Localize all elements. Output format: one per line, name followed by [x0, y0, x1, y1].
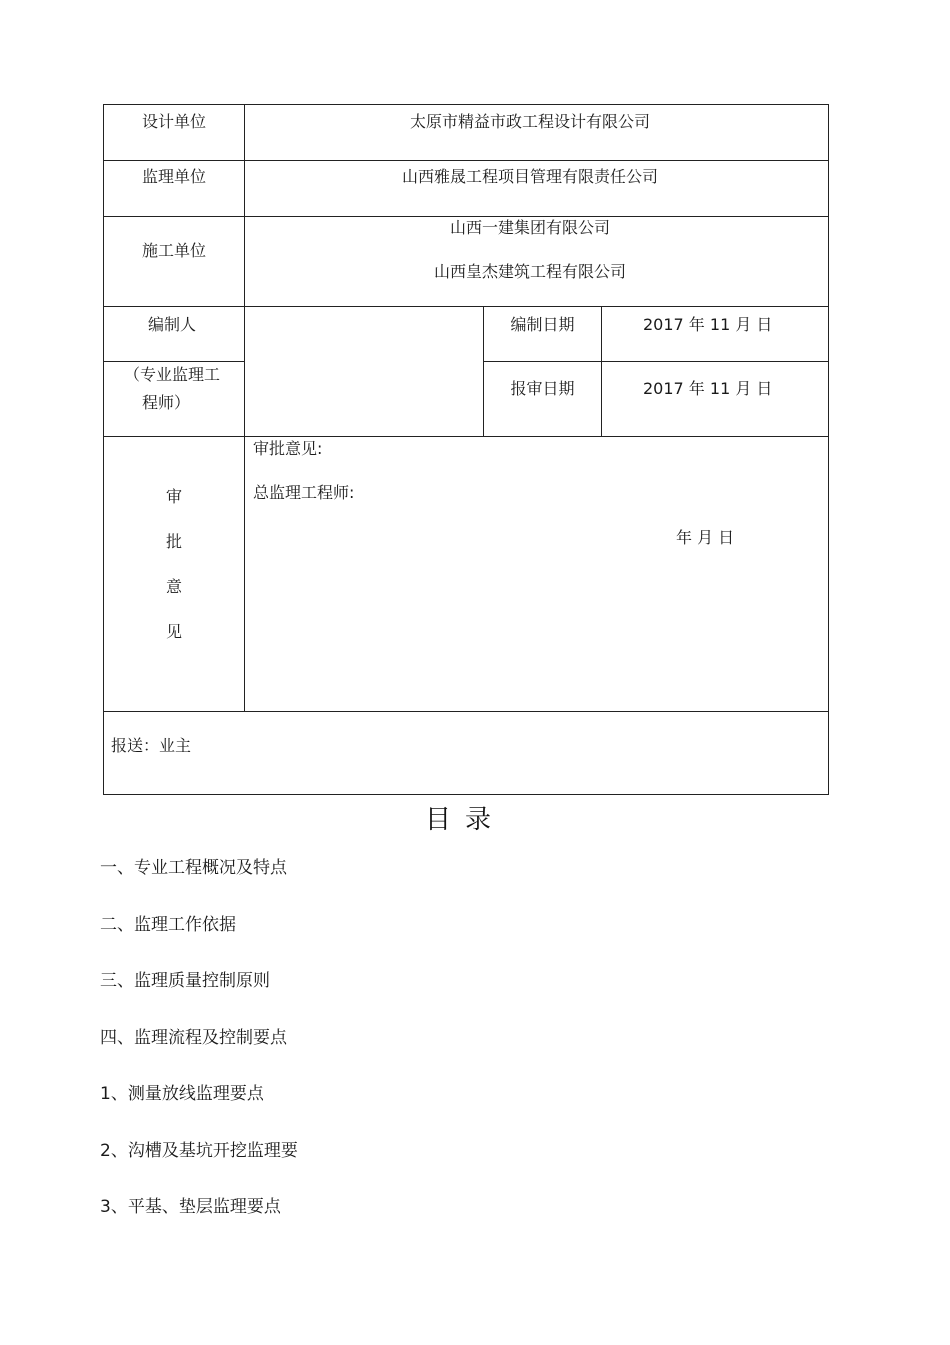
author-sub-label-2: 程师） [141, 393, 190, 412]
row-divider [483, 361, 828, 362]
supervision-unit-value: 山西雅晟工程项目管理有限责任公司 [401, 167, 658, 186]
toc-item: 3、平基、垫层监理要点 [100, 1197, 281, 1217]
approval-label-char: 审 [165, 487, 182, 506]
toc-item: 二、监理工作依据 [100, 915, 236, 935]
construction-unit-value-2: 山西皇杰建筑工程有限公司 [433, 262, 626, 281]
approval-form-table [103, 104, 829, 795]
construction-unit-label: 施工单位 [141, 241, 206, 260]
construction-unit-value-1: 山西一建集团有限公司 [449, 218, 610, 237]
send-to: 报送：业主 [111, 736, 192, 755]
supervision-unit-label: 监理单位 [141, 167, 206, 186]
compile-date-value: 2017 年 11 月 日 [643, 315, 773, 334]
row-divider [104, 216, 828, 217]
approval-label-char: 意 [165, 577, 182, 596]
row-divider [104, 436, 828, 437]
column-divider [244, 105, 245, 711]
submit-date-value: 2017 年 11 月 日 [643, 379, 773, 398]
approval-label-char: 见 [165, 622, 182, 641]
approval-date: 年 月 日 [676, 528, 735, 547]
row-divider [104, 711, 828, 712]
toc-item: 2、沟槽及基坑开挖监理要 [100, 1141, 298, 1161]
row-divider [104, 361, 244, 362]
author-label: 编制人 [147, 315, 196, 334]
compile-date-label: 编制日期 [510, 315, 575, 334]
toc-title: 目录 [424, 805, 505, 835]
toc-item: 四、监理流程及控制要点 [100, 1028, 287, 1048]
toc-item: 1、测量放线监理要点 [100, 1084, 264, 1104]
design-unit-value: 太原市精益市政工程设计有限公司 [409, 112, 650, 131]
toc-item: 一、专业工程概况及特点 [100, 858, 287, 878]
author-sub-label-1: （专业监理工 [123, 365, 220, 384]
design-unit-label: 设计单位 [141, 112, 206, 131]
approval-opinion-label: 审批意见: [253, 439, 323, 458]
column-divider [601, 306, 602, 436]
submit-date-label: 报审日期 [510, 379, 575, 398]
row-divider [104, 160, 828, 161]
row-divider [104, 306, 828, 307]
toc-item: 三、监理质量控制原则 [100, 971, 270, 991]
approval-label-char: 批 [165, 532, 182, 551]
chief-engineer-label: 总监理工程师: [253, 483, 355, 502]
